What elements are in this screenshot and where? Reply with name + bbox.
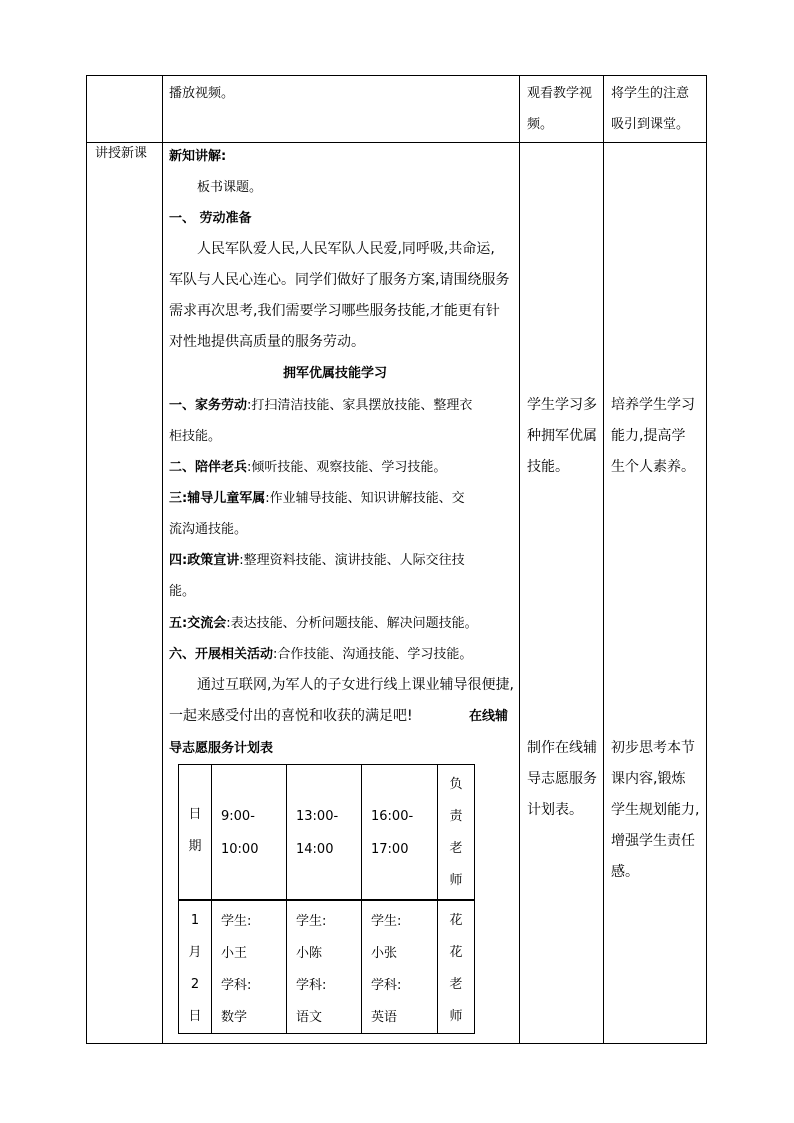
schedule-slot-cell: 学生: [296, 914, 327, 929]
schedule-slot-cell: 数学 [221, 1010, 248, 1025]
schedule-slot-cell: 小陈 [296, 946, 323, 961]
skill-item: 三:辅导儿童军属:作业辅导技能、知识讲解技能、交 [169, 491, 465, 506]
design-intent-line: 课内容,锻炼 [611, 771, 686, 787]
skill-item: 二、陪伴老兵:倾听技能、观察技能、学习技能。 [169, 460, 447, 475]
skill-item: 能。 [169, 584, 196, 599]
paragraph-line: 通过互联网,为军人的子女进行线上课业辅导很便捷, [197, 677, 514, 693]
schedule-date-header: 日 期 [188, 807, 202, 854]
schedule-data-row [178, 900, 475, 1034]
schedule-slot-cell: 学生: [221, 914, 252, 929]
student-activity-line: 计划表。 [527, 802, 583, 818]
board-text: 板书课题。 [197, 180, 263, 195]
skill-item: 一、家务劳动:打扫清洁技能、家具摆放技能、整理衣 [169, 398, 473, 413]
student-activity-line: 制作在线辅 [527, 740, 597, 756]
design-intent-line: 能力,提高学 [611, 428, 686, 444]
paragraph-line: 一起来感受付出的喜悦和收获的满足吧! [169, 708, 413, 724]
schedule-teacher-cell: 花 花 老 师 [449, 913, 463, 1024]
schedule-slot-header: 9:00- [221, 809, 255, 824]
row1-student-activity-line: 观看教学视 [527, 86, 593, 101]
schedule-slot-header: 17:00 [371, 842, 409, 857]
student-activity-line: 种拥军优属 [527, 428, 597, 444]
schedule-date-cell: 1 月 2 日 [188, 913, 202, 1024]
intro-heading: 新知讲解: [169, 149, 227, 164]
section-heading: 一、 劳动准备 [169, 211, 252, 226]
paragraph-line: 人民军队爱人民,人民军队人民爱,同呼吸,共命运, [197, 241, 495, 257]
column-divider [162, 76, 163, 1043]
paragraph-line: 对性地提供高质量的服务劳动。 [169, 334, 365, 350]
schedule-teacher-header: 负 责 老 师 [449, 777, 463, 888]
schedule-slot-header: 10:00 [221, 842, 259, 857]
schedule-header-row [178, 764, 475, 900]
skill-item: 柜技能。 [169, 429, 222, 444]
column-divider [519, 76, 520, 1043]
row1-content: 播放视频。 [169, 86, 235, 101]
schedule-slot-cell: 小张 [371, 946, 398, 961]
schedule-slot-header: 13:00- [296, 809, 339, 824]
stage-label: 讲授新课 [95, 146, 148, 161]
paragraph-line: 军队与人民心连心。同学们做好了服务方案,请围绕服务 [169, 272, 510, 288]
schedule-slot-cell: 学科: [296, 978, 327, 993]
subtitle: 拥军优属技能学习 [283, 366, 388, 381]
schedule-slot-cell: 学科: [221, 978, 252, 993]
design-intent-line: 生个人素养。 [611, 459, 695, 475]
skill-item: 流沟通技能。 [169, 522, 248, 537]
schedule-slot-cell: 英语 [371, 1010, 398, 1025]
student-activity-line: 学生学习多 [527, 397, 597, 413]
student-activity-line: 导志愿服务 [527, 771, 597, 787]
paragraph-line: 需求再次思考,我们需要学习哪些服务技能,才能更有针 [169, 303, 500, 319]
skill-item: 四:政策宣讲:整理资料技能、演讲技能、人际交往技 [169, 553, 465, 568]
skill-item: 六、开展相关活动:合作技能、沟通技能、学习技能。 [169, 647, 473, 662]
skill-item: 五:交流会:表达技能、分析问题技能、解决问题技能。 [169, 616, 478, 631]
schedule-slot-cell: 小王 [221, 946, 248, 961]
design-intent-line: 培养学生学习 [611, 397, 695, 413]
schedule-slot-cell: 学科: [371, 978, 402, 993]
schedule-slot-header: 16:00- [371, 809, 414, 824]
design-intent-line: 初步思考本节 [611, 740, 695, 756]
design-intent-line: 增强学生责任 [611, 833, 695, 849]
schedule-slot-cell: 学生: [371, 914, 402, 929]
row1-design-intent-line: 将学生的注意 [611, 86, 690, 101]
row1-design-intent-line: 吸引到课堂。 [611, 117, 690, 132]
design-intent-line: 感。 [611, 864, 639, 880]
plan-title: 在线辅 [469, 709, 509, 724]
design-intent-line: 学生规划能力, [611, 802, 700, 818]
row1-student-activity-line: 频。 [527, 117, 554, 132]
column-divider [603, 76, 604, 1043]
schedule-slot-header: 14:00 [296, 842, 334, 857]
schedule-slot-cell: 语文 [296, 1010, 323, 1025]
student-activity-line: 技能。 [527, 459, 569, 475]
plan-title: 导志愿服务计划表 [169, 741, 274, 756]
